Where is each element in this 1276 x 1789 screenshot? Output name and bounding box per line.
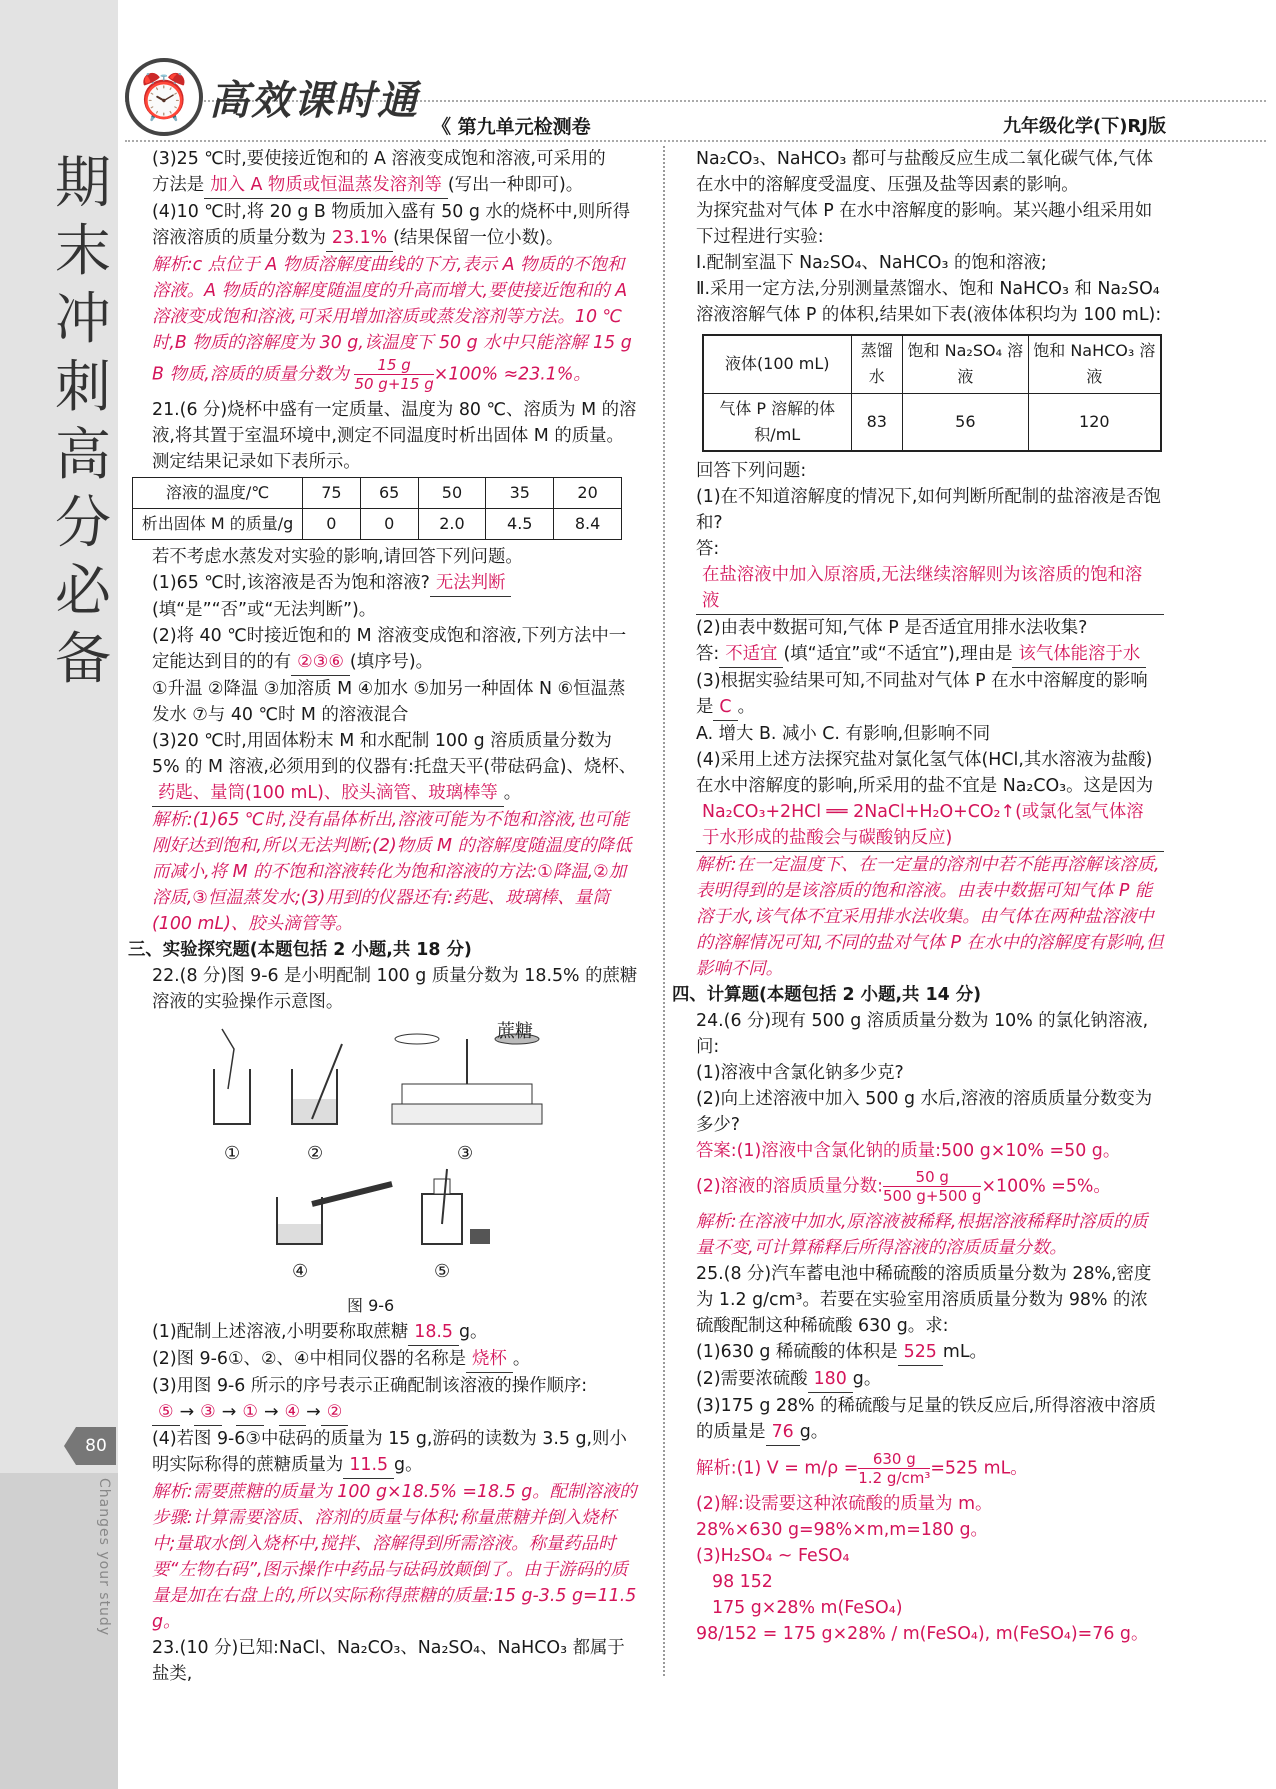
question-text: 。: [512, 1349, 531, 1369]
question-text: 为探究盐对气体 P 在水中溶解度的影响。某兴趣小组采用如下过程进行实验:: [696, 201, 1153, 247]
question-text: 若不考虑水蒸发对实验的影响,请回答下列问题。: [152, 547, 523, 567]
table-cell: 75: [303, 478, 361, 509]
figure-label: ②: [307, 1143, 324, 1164]
denominator: 500 g+500 g: [883, 1187, 982, 1205]
explanation: 解析:(1)65 ℃时,没有晶体析出,溶液可能为不饱和溶液,也可能刚好达到饱和,所以无法判断;(2)物质 M 的溶解度随温度的降低而减小,将 M 的不饱和溶液转化为饱和溶液的方法:①降温,②加溶质,③恒温蒸发水;(3)用到的仪器还有:药匙、玻璃棒、量筒(100 mL)、胶头滴管等。: [152, 810, 632, 934]
question-text: g。: [458, 1322, 488, 1342]
figure-9-6: [152, 1019, 638, 1319]
numerator: 15 g: [354, 356, 433, 375]
table-cell: 8.4: [554, 509, 622, 540]
sidebar-slogan: Changes your study: [96, 1478, 112, 1637]
answer-blank: ③: [194, 1399, 222, 1426]
sidebar-title: 期末冲刺高分必备: [55, 151, 111, 692]
table-cell: 35: [486, 478, 554, 509]
alarm-clock-icon: ⏰: [125, 58, 203, 136]
question-text: 回答下列问题:: [696, 461, 807, 481]
answer-blank: Na₂CO₃+2HCl ══ 2NaCl+H₂O+CO₂↑(或氯化氢气体溶于水形成的盐酸会与碳酸钠反应): [696, 799, 1164, 852]
answer-blank: 药匙、量筒(100 mL)、胶头滴管、玻璃棒等: [152, 780, 504, 807]
table-header: 气体 P 溶解的体积/mL: [703, 393, 851, 451]
question-text: (1)配制上述溶液,小明要称取蔗糖: [152, 1322, 409, 1342]
reaction-line: 175 g×28% m(FeSO₄): [712, 1598, 903, 1618]
answer-blank: 不适宜: [719, 641, 783, 668]
table-cell: 0: [303, 509, 361, 540]
answer-blank: 11.5: [343, 1452, 394, 1479]
table-header: 蒸馏水: [851, 335, 902, 393]
table-cell: 56: [902, 393, 1028, 451]
denominator: 50 g+15 g: [354, 375, 434, 393]
options: A. 增大 B. 减小 C. 有影响,但影响不同: [696, 724, 991, 744]
question-text: g。: [799, 1422, 829, 1442]
answer-blank: 76: [766, 1419, 800, 1446]
explanation: 解析:(1) V = m/ρ =: [696, 1458, 859, 1479]
answer: (2)溶液的溶质质量分数:: [696, 1176, 884, 1197]
question-text: Ⅰ.配制室温下 Na₂SO₄、NaHCO₃ 的饱和溶液;: [696, 253, 1047, 273]
left-column: [128, 146, 638, 1687]
question-text: (3)25 ℃时,要使接近饱和的 A 溶液变成饱和溶液,可采用的: [152, 149, 606, 169]
figure-label: ①: [224, 1143, 241, 1164]
question-text: (写出一种即可)。: [447, 175, 584, 195]
table-header: 液体(100 mL): [703, 335, 851, 393]
table-cell: 83: [851, 393, 902, 451]
denominator: 1.2 g/cm³: [858, 1469, 931, 1487]
table-cell: 4.5: [486, 509, 554, 540]
explanation: ×100% ≈23.1%。: [433, 364, 591, 385]
question-text: (3)20 ℃时,用固体粉末 M 和水配制 100 g 溶质质量分数为5% 的 M 溶液,必须用到的仪器有:托盘天平(带砝码盒)、烧杯、: [152, 731, 637, 777]
answer-blank: C: [713, 694, 737, 721]
sugar-label: 蔗糖: [497, 1021, 533, 1042]
figure-label: ⑤: [434, 1261, 451, 1282]
explanation: 98/152 = 175 g×28% / m(FeSO₄), m(FeSO₄)=76 g。: [696, 1624, 1149, 1644]
explanation: (2)解:设需要这种浓硫酸的质量为 m。: [696, 1494, 993, 1514]
answer-blank: ④: [279, 1399, 307, 1426]
question-text: (4)采用上述方法探究盐对氯化氢气体(HCl,其水溶液为盐酸)在水中溶解度的影响,所采用的盐不宜是 Na₂CO₃。这是因为: [696, 750, 1154, 796]
gas-solubility-table: [702, 334, 1162, 452]
answer-blank: ②③⑥: [291, 649, 350, 676]
question-text: (结果保留一位小数)。: [393, 228, 564, 248]
answer-blank: 23.1%: [326, 225, 393, 252]
answer-blank: 在盐溶液中加入原溶质,无法继续溶解则为该溶质的饱和溶液: [696, 562, 1164, 615]
question-text: 。: [503, 783, 522, 803]
page-number: 80: [76, 1427, 116, 1465]
section-heading: 四、计算题(本题包括 2 小题,共 14 分): [672, 985, 982, 1005]
question-text: (1)在不知道溶解度的情况下,如何判断所配制的盐溶液是否饱和?: [696, 487, 1161, 533]
question-text: mL。: [942, 1342, 987, 1362]
unit-title: 《 第九单元检测卷: [432, 116, 591, 138]
table-header: 析出固体 M 的质量/g: [133, 509, 303, 540]
logo: [125, 58, 419, 136]
options: ①升温 ②降温 ③加溶质 M ④加水 ⑤加另一种固体 N ⑥恒温蒸发水 ⑦与 40 ℃时 M 的溶液混合: [152, 679, 626, 725]
answer-blank: 18.5: [408, 1319, 459, 1346]
explanation: 解析:c 点位于 A 物质溶解度曲线的下方,表示 A 物质的不饱和溶液。A 物质的溶解度随温度的升高而增大,要使接近饱和的 A 溶液变成饱和溶液,可采用增加溶质或蒸发溶剂等方法。10 ℃时,B 物质的溶解度为 30 g,该温度下 50 g 水中只能溶解 15 g B 物质,溶质的质量分数为: [152, 255, 632, 385]
question-text: (4)10 ℃时,将 20 g B 物质加入盛有 50 g 水的烧杯中,则所得: [152, 202, 631, 222]
table-cell: 65: [360, 478, 418, 509]
question-text: 方法是: [152, 175, 205, 195]
explanation: 解析:需要蔗糖的质量为 100 g×18.5% =18.5 g。配制溶液的步骤:计算需要溶质、溶剂的质量与体积;称量蔗糖并倒入烧杯中;量取水倒入烧杯中,搅拌、溶解得到所需溶液。称量药品时要“左物右码”,图示操作中药品与砝码放颠倒了。由于游码的质量是加在右盘上的,所以实际称得蔗糖的质量:15 g-3.5 g=11.5 g。: [152, 1482, 637, 1632]
fraction: [883, 1168, 981, 1205]
answer-prefix: 答:: [696, 539, 720, 559]
numerator: 630 g: [858, 1450, 930, 1469]
question-text: g。: [852, 1369, 882, 1389]
experiment-diagram: [152, 1019, 638, 1319]
table-cell: 20: [554, 478, 622, 509]
grade-label: 九年级化学(下)RJ版: [1002, 116, 1166, 137]
question-text: (填序号)。: [349, 652, 434, 672]
right-column: Na₂CO₃、NaHCO₃ 都可与盐酸反应生成二氧化碳气体,气体在水中的溶解度受温度、压强及盐等因素的影响。 为探究盐对气体 P 在水中溶解度的影响。某兴趣小组采用如下过程进行实验: Ⅰ.配制室温下 Na₂SO₄、NaHCO₃ 的饱和溶液; Ⅱ.采用一定方法,分别测量蒸馏水、饱和 NaHCO₃ 和 Na₂SO₄ 溶液溶解气体 P 的体积,结果如下表(液体体积均为 100 mL): 液体(100 mL) 蒸馏水 饱和 Na₂SO₄ 溶液 饱和 NaHCO₃ 溶液 气体 P 溶解的体积/mL 83 56 120 回答下列问题: (1)在不知道溶解度的情况下,如何判断所配制的盐溶液是否饱和? 答:在盐溶液中加入原溶质,无法继续溶解则为该溶质的饱和溶液 (2)由表中数据可知,气体 P 是否适宜用排水法收集? 答: 不适宜 (填“适宜”或“不适宜”),理由是 该气体能溶于水 (3)根据实验结果可知,不同盐对气体 P 在水中溶解度的影响是 C 。 A. 增大 B. 减小 C. 有影响,但影响不同 (4)采用上述方法探究盐对氯化氢气体(HCl,其水溶液为盐酸)在水中溶解度的影响,所采用的盐不宜是 Na₂CO₃。这是因为 Na₂CO₃+2HCl ══ 2NaCl+H₂O+CO₂↑(或氯化氢气体溶于水形成的盐酸会与碳酸钠反应) 解析:在一定温度下、在一定量的溶剂中若不能再溶解该溶质,表明得到的是该溶质的饱和溶液。由表中数据可知气体 P 能溶于水,该气体不宜采用排水法收集。由气体在两种盐溶液中的溶解情况可知,不同的盐对气体 P 在水中的溶解度有影响,但影响不同。 四、计算题(本题包括 2 小题,共 14 分) 24.(6 分)现有 500 g 溶质质量分数为 10% 的氯化钠溶液,问: (1)溶液中含氯化钠多少克? (2)向上述溶液中加入 500 g 水后,溶液的溶质质量分数变为多少? 答案:(1)溶液中含氯化钠的质量:500 g×10% =50 g。 (2)溶液的溶质质量分数: $\frac{50 g}{500 g+500 g}$ ×100% =5%。 解析:在溶液中加水,原溶液被稀释,根据溶液稀释时溶质的质量不变,可计算稀释后所得溶液的溶质质量分数。 25.(8 分)汽车蓄电池中稀硫酸的溶质质量分数为 28%,密度为 1.2 g/cm³。若要在实验室用溶质质量分数为 98% 的浓硫酸配制这种稀硫酸 630 g。求: (1)630 g 稀硫酸的体积是 525 mL。 (2)需要浓硫酸 180 g。 (3)175 g 28% 的稀硫酸与足量的铁反应后,所得溶液中溶质的质量是 76 g。 解析:(1) V = m/ρ = $\frac{630 g}{\text{1.2 g/cm³}}$ =525 mL。 (2)解:设需要这种浓硫酸的质量为 m。 28%×630 g=98%×m,m=180 g。 (3)H₂SO₄ ~ FeSO₄ 98 152 175 g×28% m(FeSO₄) 98/152 = 175 g×28% / m(FeSO₄), m(FeSO₄)=76 g。: [696, 146, 1164, 1647]
answer: ×100% =5%。: [981, 1176, 1111, 1197]
question-text: Na₂CO₃、NaHCO₃ 都可与盐酸反应生成二氧化碳气体,气体在水中的溶解度受温度、压强及盐等因素的影响。: [696, 149, 1154, 195]
figure-label: ④: [292, 1261, 309, 1282]
table-cell: 50: [418, 478, 486, 509]
table-header: 饱和 Na₂SO₄ 溶液: [902, 335, 1028, 393]
table-cell: 0: [360, 509, 418, 540]
figure-label: ③: [457, 1143, 474, 1164]
question-text: (2)向上述溶液中加入 500 g 水后,溶液的溶质质量分数变为多少?: [696, 1089, 1153, 1135]
reaction-line: 98 152: [712, 1572, 773, 1592]
question-text: (1)溶液中含氯化钠多少克?: [696, 1063, 904, 1083]
question-24-stem: 24.(6 分)现有 500 g 溶质质量分数为 10% 的氯化钠溶液,问:: [696, 1011, 1149, 1057]
fraction: [858, 1450, 930, 1487]
question-23-stem: 23.(10 分)已知:NaCl、Na₂CO₃、Na₂SO₄、NaHCO₃ 都属于盐类,: [152, 1638, 625, 1684]
answer-blank: ②: [321, 1399, 349, 1426]
question-text: Ⅱ.采用一定方法,分别测量蒸馏水、饱和 NaHCO₃ 和 Na₂SO₄ 溶液溶解气体 P 的体积,结果如下表(液体体积均为 100 mL):: [696, 279, 1162, 325]
explanation: 解析:在溶液中加水,原溶液被稀释,根据溶液稀释时溶质的质量不变,可计算稀释后所得溶液的溶质质量分数。: [696, 1212, 1148, 1258]
table-header: 饱和 NaHCO₃ 溶液: [1028, 335, 1161, 393]
question-text: (2)由表中数据可知,气体 P 是否适宜用排水法收集?: [696, 618, 1088, 638]
question-text: (1)65 ℃时,该溶液是否为饱和溶液?: [152, 573, 430, 593]
reaction-line: (3)H₂SO₄ ~ FeSO₄: [696, 1546, 850, 1566]
question-text: (3)根据实验结果可知,不同盐对气体 P 在水中溶解度的影响是: [696, 671, 1148, 717]
answer-blank: ①: [236, 1399, 264, 1426]
logo-text: 高效课时通: [209, 76, 419, 124]
answer-blank: 烧杯: [466, 1346, 513, 1373]
answer-blank: ⑤: [152, 1399, 180, 1426]
question-text: 溶液溶质的质量分数为: [152, 228, 326, 248]
question-text: (2)图 9-6①、②、④中相同仪器的名称是: [152, 1349, 467, 1369]
table-cell: 2.0: [418, 509, 486, 540]
operation-sequence: ⑤ → ③ → ① → ④ → ②: [152, 1399, 638, 1426]
question-21-stem: 21.(6 分)烧杯中盛有一定质量、温度为 80 ℃、溶质为 M 的溶液,将其置于室温环境中,测定不同温度时析出固体 M 的质量。测定结果记录如下表所示。: [152, 400, 637, 472]
fraction: [354, 356, 433, 393]
answer-blank: 180: [808, 1366, 853, 1393]
question-25-stem: 25.(8 分)汽车蓄电池中稀硫酸的溶质质量分数为 28%,密度为 1.2 g/cm³。若要在实验室用溶质质量分数为 98% 的浓硫酸配制这种稀硫酸 630 g。求:: [696, 1264, 1152, 1336]
question-text: (3)175 g 28% 的稀硫酸与足量的铁反应后,所得溶液中溶质的质量是: [696, 1396, 1157, 1442]
answer-prefix: 答:: [696, 644, 720, 664]
column-divider: [663, 146, 665, 1676]
question-text: (2)将 40 ℃时接近饱和的 M 溶液变成饱和溶液,下列方法中一定能达到目的的有: [152, 626, 627, 672]
question-text: (4)若图 9-6③中砝码的质量为 15 g,游码的读数为 3.5 g,则小明实际称得的蔗糖质量为: [152, 1429, 627, 1475]
question-text: g。: [394, 1455, 423, 1475]
header-divider: [125, 140, 1266, 142]
answer-blank: 加入 A 物质或恒温蒸发溶剂等: [204, 172, 448, 199]
explanation: =525 mL。: [930, 1458, 1028, 1479]
question-text: (填“适宜”或“不适宜”),理由是: [783, 644, 1013, 664]
question-22-stem: 22.(8 分)图 9-6 是小明配制 100 g 质量分数为 18.5% 的蔗糖溶液的实验操作示意图。: [152, 966, 638, 1012]
question-text: (1)630 g 稀硫酸的体积是: [696, 1342, 898, 1362]
solid-mass-table: [132, 477, 622, 540]
answer-blank: 525: [898, 1339, 943, 1366]
explanation: 28%×630 g=98%×m,m=180 g。: [696, 1520, 988, 1540]
figure-caption: 图 9-6: [347, 1296, 395, 1315]
question-text: (2)需要浓硫酸: [696, 1369, 808, 1389]
answer-blank: 无法判断: [430, 570, 512, 597]
table-header: 溶液的温度/℃: [133, 478, 303, 509]
explanation: 解析:在一定温度下、在一定量的溶剂中若不能再溶解该溶质,表明得到的是该溶质的饱和溶液。由表中数据可知气体 P 能溶于水,该气体不宜采用排水法收集。由气体在两种盐溶液中的溶解情况可知,不同的盐对气体 P 在水中的溶解度有影响,但影响不同。: [696, 855, 1164, 979]
numerator: 50 g: [883, 1168, 981, 1187]
table-cell: 120: [1028, 393, 1161, 451]
answer-blank: 该气体能溶于水: [1012, 641, 1146, 668]
question-text: (3)用图 9-6 所示的序号表示正确配制该溶液的操作顺序:: [152, 1376, 588, 1396]
question-text: (填“是”“否”或“无法判断”)。: [152, 600, 377, 620]
answer: 答案:(1)溶液中含氯化钠的质量:500 g×10% =50 g。: [696, 1141, 1121, 1161]
section-heading: 三、实验探究题(本题包括 2 小题,共 18 分): [128, 940, 472, 960]
